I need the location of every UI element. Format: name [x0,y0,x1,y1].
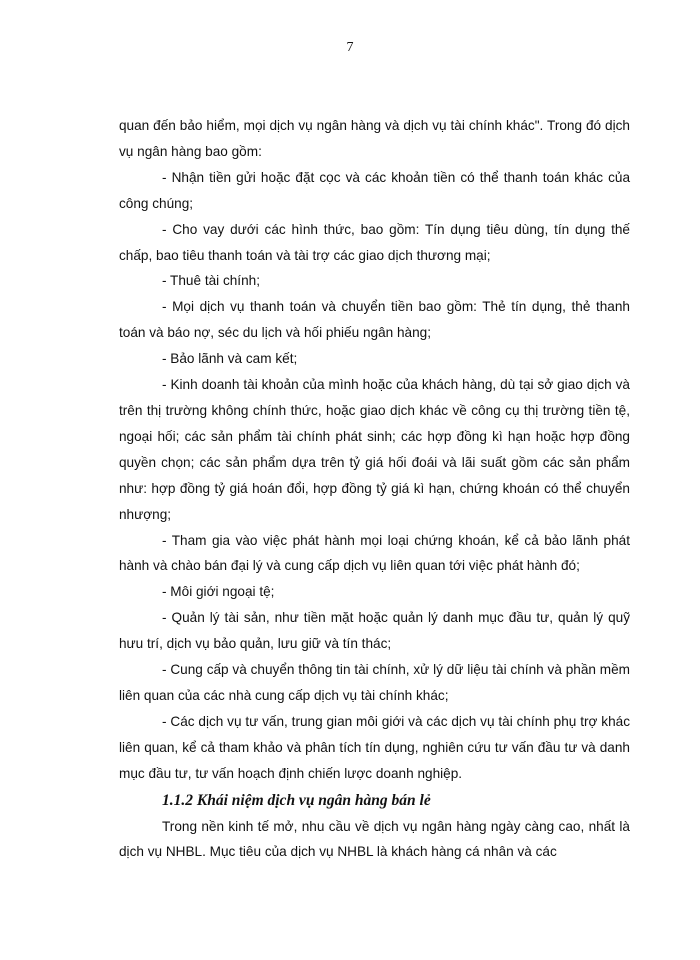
document-body [119,113,630,865]
list-item-loans: - Cho vay dưới các hình thức, bao gồm: Tín dụng tiêu dùng, tín dụng thế chấp, bao tiêu thanh toán và tài trợ các giao dịch thương mại; [119,221,630,263]
list-item-advisory: - Các dịch vụ tư vấn, trung gian môi giới và các dịch vụ tài chính phụ trợ khác liên quan, kể cả tham khảo và phân tích tín dụng, nghiên cứu tư vấn đầu tư và danh mục đầu tư, tư vấn hoạch định chiến lược doanh nghiệp. [119,713,630,781]
list-item-asset-management: - Quản lý tài sản, như tiền mặt hoặc quản lý danh mục đầu tư, quản lý quỹ hưu trí, dịch vụ bảo quản, lưu giữ và tín thác; [119,610,630,652]
section-body-paragraph: Trong nền kinh tế mở, nhu cầu về dịch vụ ngân hàng ngày càng cao, nhất là dịch vụ NHBL. Mục tiêu của dịch vụ NHBL là khách hàng cá nhân và các [119,818,630,860]
list-item-securities-issuance: - Tham gia vào việc phát hành mọi loại chứng khoán, kể cả bảo lãnh phát hành và chào bán đại lý và cung cấp dịch vụ liên quan tới việc phát hành đó; [119,532,630,574]
list-item-payments: - Mọi dịch vụ thanh toán và chuyển tiền bao gồm: Thẻ tín dụng, thẻ thanh toán và báo nợ, séc du lịch và hối phiếu ngân hàng; [119,299,630,341]
page-number: 7 [346,40,354,55]
list-item-guarantees: - Bảo lãnh và cam kết; [162,351,298,367]
list-item-fx-brokerage: - Môi giới ngoại tệ; [162,584,275,600]
list-item-deposits: - Nhận tiền gửi hoặc đặt cọc và các khoản tiền có thể thanh toán khác của công chúng; [119,169,630,211]
list-item-trading: - Kinh doanh tài khoản của mình hoặc của khách hàng, dù tại sở giao dịch và trên thị trường không chính thức, hoặc giao dịch khác về công cụ thị trường tiền tệ, ngoại hối; các sản phẩm tài chính phát sinh; các hợp đồng kì hạn hoặc hợp đồng quyền chọn; các sản phẩm dựa trên tỷ giá hối đoái và lãi suất gồm các sản phẩm như: hợp đồng tỷ giá hoán đổi, hợp đồng tỷ giá kì hạn, chứng khoán có thể chuyển nhượng; [119,377,630,522]
list-item-financial-info: - Cung cấp và chuyển thông tin tài chính, xử lý dữ liệu tài chính và phần mềm liên quan của các nhà cung cấp dịch vụ tài chính khác; [119,662,630,703]
paragraph-intro: quan đến bảo hiểm, mọi dịch vụ ngân hàng và dịch vụ tài chính khác". Trong đó dịch vụ ngân hàng bao gồm: [119,118,630,159]
list-item-leasing: - Thuê tài chính; [162,273,260,289]
section-heading: 1.1.2 Khái niệm dịch vụ ngân hàng bán lẻ [162,791,431,809]
